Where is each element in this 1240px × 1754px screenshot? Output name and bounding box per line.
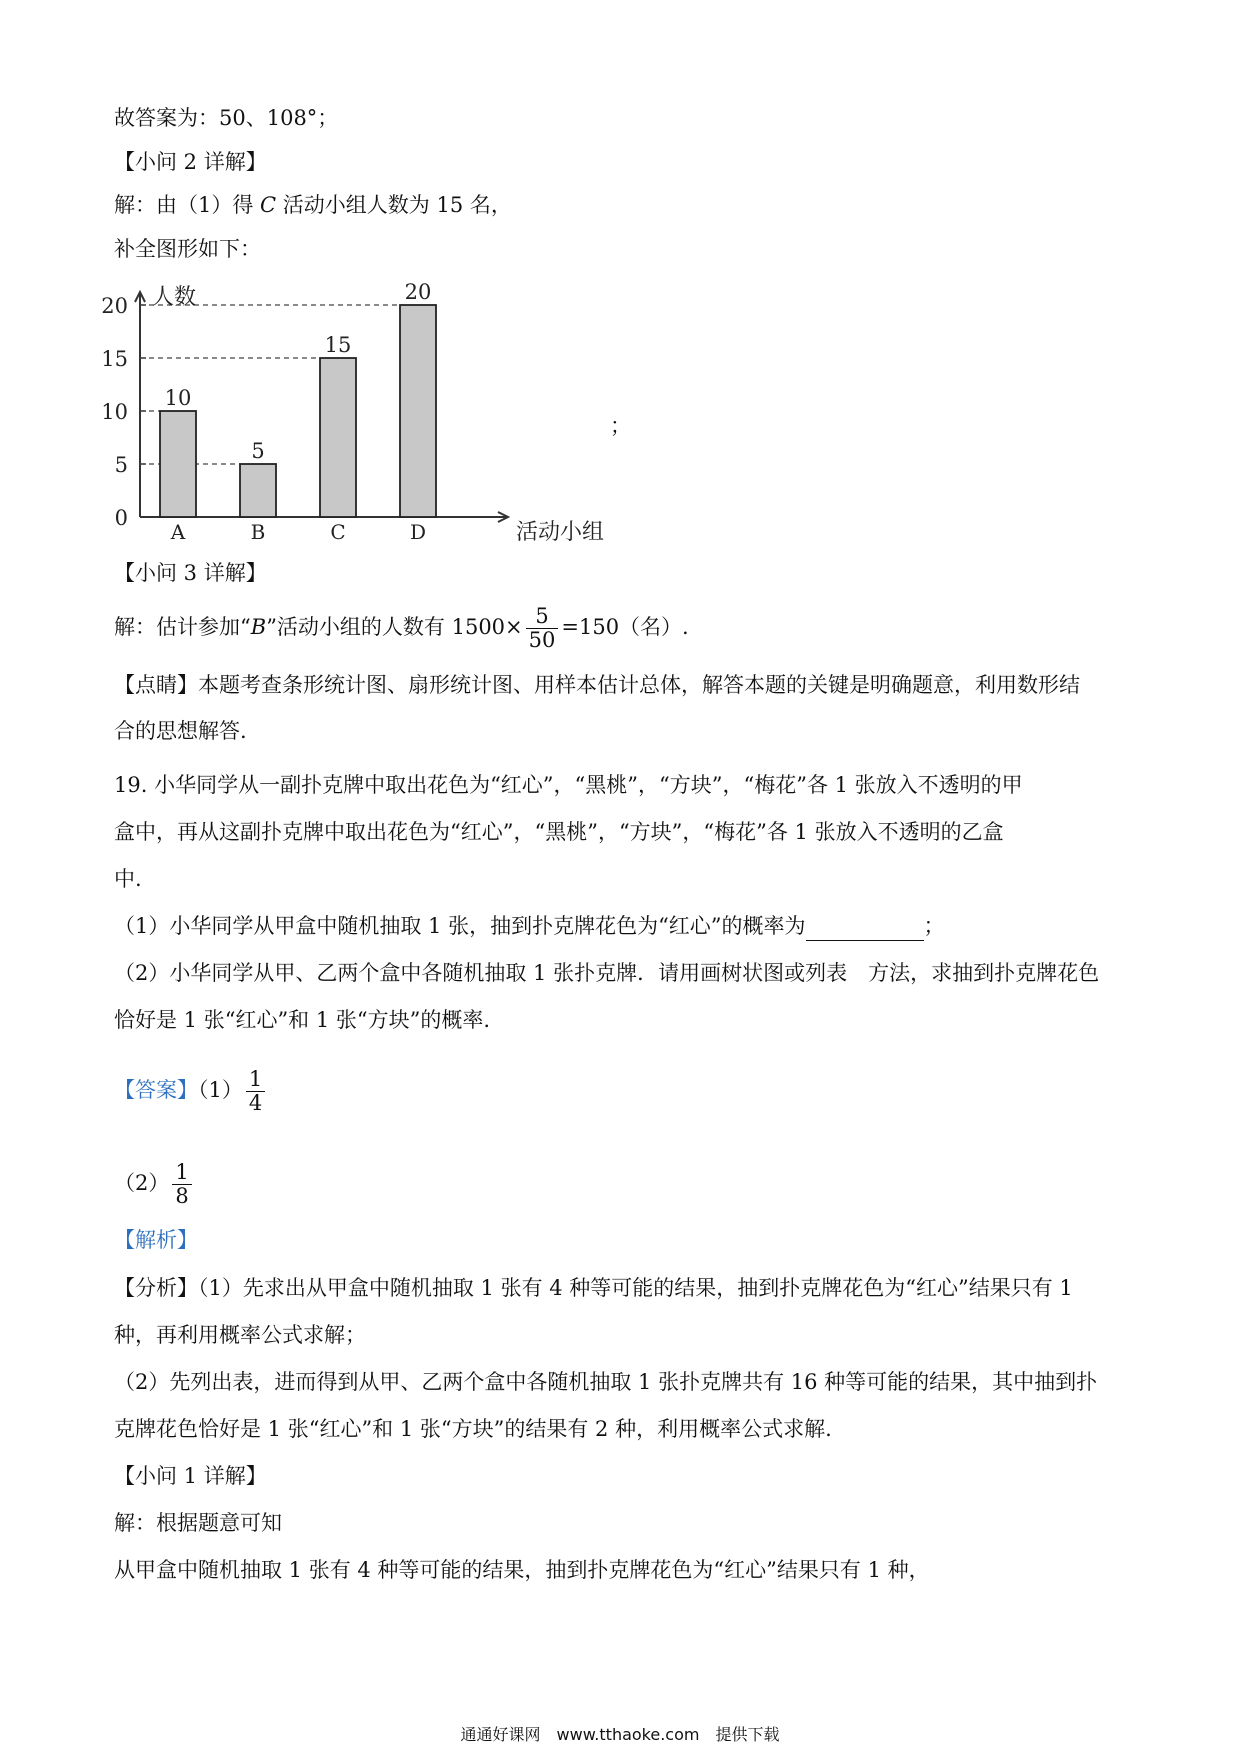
page-footer: 通通好课网 www.tthaoke.com 提供下载: [460, 1725, 780, 1744]
y-tick-label: 0: [114, 506, 128, 530]
remark-line-2: 合的思想解答.: [114, 719, 247, 743]
data-label-d: 20: [404, 280, 432, 304]
analysis-label: 【解析】: [114, 1228, 198, 1252]
solution-intro: 解：根据题意可知: [114, 1511, 282, 1535]
section-heading-q1: 【小问 1 详解】: [114, 1464, 267, 1488]
question-19-line-2: 盒中，再从这副扑克牌中取出花色为“红心”，“黑桃”，“方块”，“梅花”各 1 张放入不透明的乙盒: [114, 820, 1004, 844]
fraction-5-50: $\frac{5}{50}$: [526, 605, 559, 652]
answer-2: （2） $\frac{1}{8}$: [114, 1153, 1134, 1213]
y-axis-title: 人数: [152, 285, 197, 310]
bar-b: [240, 464, 276, 517]
estimate-line: 解：估计参加“B”活动小组的人数有 1500× $\frac{5}{50}$ =150（名）.: [114, 604, 689, 653]
chart-suffix: ；: [610, 414, 631, 438]
bar-a: [160, 411, 196, 517]
section-heading-q3: 【小问 3 详解】: [114, 561, 267, 585]
analysis-line-4: 克牌花色恰好是 1 张“红心”和 1 张“方块”的结果有 2 种，利用概率公式求解.: [114, 1417, 832, 1441]
bar-chart: [100, 272, 620, 552]
fraction-1-8: $\frac{1}{8}$: [172, 1161, 191, 1208]
data-label-c: 15: [324, 333, 352, 357]
y-tick-label: 5: [114, 453, 128, 477]
fraction-1-4: $\frac{1}{4}$: [246, 1068, 265, 1115]
question-19-part-2-cont: 恰好是 1 张“红心”和 1 张“方块”的概率.: [114, 1008, 491, 1032]
x-tick-label-a: A: [170, 520, 186, 544]
bar-d: [400, 305, 436, 517]
x-tick-label-d: D: [409, 520, 427, 544]
y-tick-label: 10: [101, 400, 128, 424]
data-label-b: 5: [251, 439, 265, 463]
data-label-a: 10: [164, 386, 192, 410]
answer-label: 【答案】: [114, 1078, 198, 1102]
question-19-part-2: （2）小华同学从甲、乙两个盒中各随机抽取 1 张扑克牌．请用画树状图或列表 方法，求抽到扑克牌花色: [114, 961, 1100, 985]
bar-c: [320, 358, 356, 517]
x-axis-title: 活动小组: [516, 520, 605, 545]
solution-line: 解：由（1）得 C 活动小组人数为 15 名，: [114, 193, 512, 217]
answer-line: 故答案为：50、108°；: [114, 106, 339, 130]
solution-detail: 从甲盒中随机抽取 1 张有 4 种等可能的结果，抽到扑克牌花色为“红心”结果只有 1 种，: [114, 1558, 930, 1582]
chart-bars: [160, 305, 436, 517]
question-19-line-3: 中.: [114, 867, 142, 891]
section-heading-q2: 【小问 2 详解】: [114, 150, 267, 174]
analysis-line-2: 种，再利用概率公式求解；: [114, 1323, 366, 1347]
answer-blank: [806, 918, 924, 941]
remark-line: 【点睛】本题考查条形统计图、扇形统计图、用样本估计总体，解答本题的关键是明确题意，利用数形结: [114, 673, 1080, 697]
y-tick-label: 15: [101, 347, 128, 371]
question-19-line-1: 19. 小华同学从一副扑克牌中取出花色为“红心”，“黑桃”，“方块”，“梅花”各 1 张放入不透明的甲: [114, 773, 1023, 797]
y-tick-label: 20: [101, 294, 128, 318]
analysis-line-1: 【分析】（1）先求出从甲盒中随机抽取 1 张有 4 种等可能的结果，抽到扑克牌花色为“红心”结果只有 1: [114, 1276, 1073, 1300]
completion-note: 补全图形如下：: [114, 237, 261, 261]
question-19-part-1: （1）小华同学从甲盒中随机抽取 1 张，抽到扑克牌花色为“红心”的概率为 ；: [114, 911, 1134, 941]
answer-1: 【答案】（1） $\frac{1}{4}$: [114, 1060, 1134, 1120]
analysis-line-3: （2）先列出表，进而得到从甲、乙两个盒中各随机抽取 1 张扑克牌共有 16 种等可能的结果，其中抽到扑: [114, 1370, 1098, 1394]
x-tick-label-b: B: [250, 520, 266, 544]
x-tick-label-c: C: [330, 520, 346, 544]
